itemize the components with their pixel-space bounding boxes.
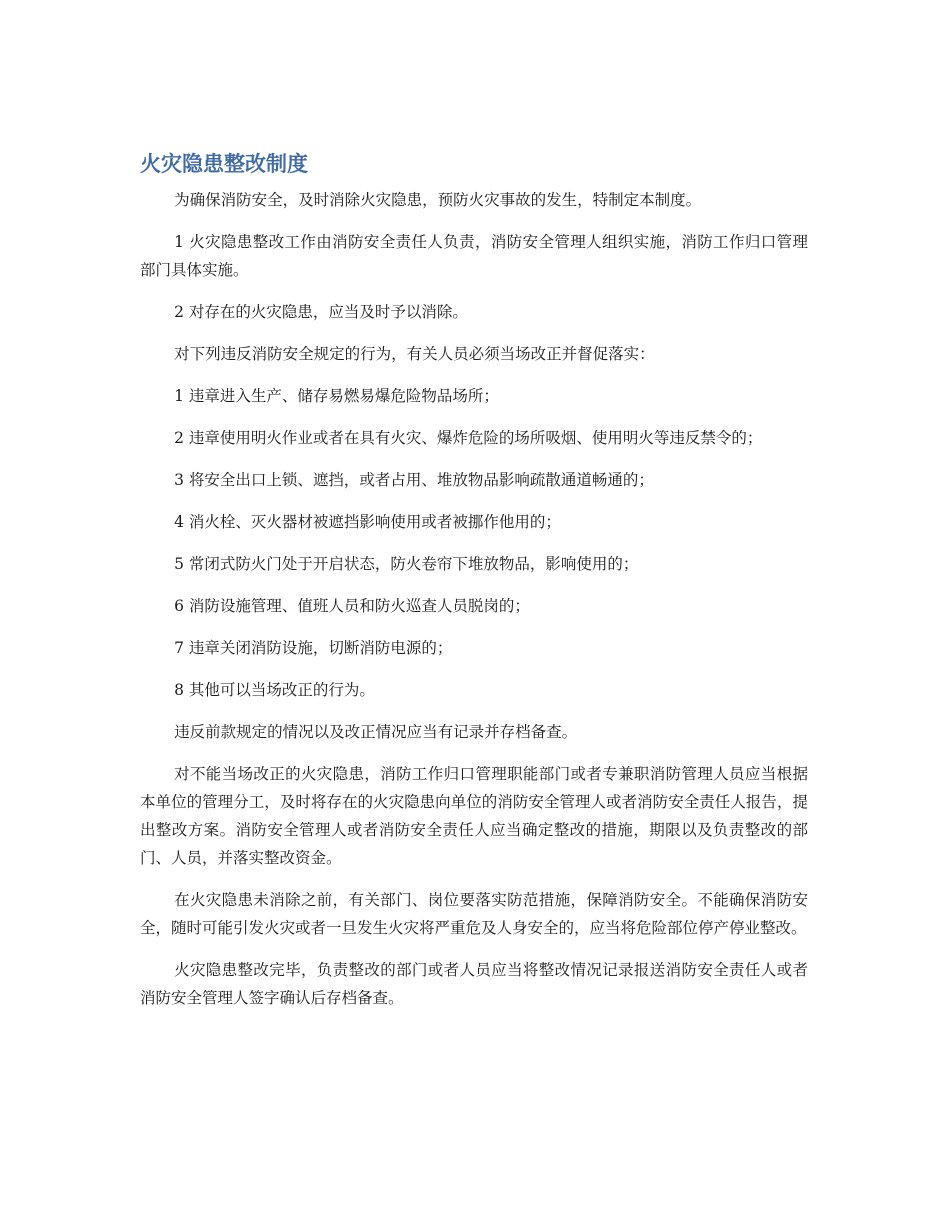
paragraph-violations-intro: 对下列违反消防安全规定的行为，有关人员必须当场改正并督促落实： — [174, 345, 655, 363]
list-item-violation-8: 8 其他可以当场改正的行为。 — [174, 681, 375, 699]
paragraph-responsibility: 1 火灾隐患整改工作由消防安全责任人负责，消防安全管理人组织实施，消防工作归口管理部门具体实施。 — [140, 233, 808, 279]
paragraph-completion-confirmation: 火灾隐患整改完毕，负责整改的部门或者人员应当将整改情况记录报送消防安全责任人或者消防安全管理人签字确认后存档备查。 — [140, 961, 808, 1007]
paragraph-preventive-measures: 在火灾隐患未消除之前，有关部门、岗位要落实防范措施，保障消防安全。不能确保消防安全，随时可能引发火灾或者一旦发生火灾将严重危及人身安全的，应当将危险部位停产停业整改。 — [140, 891, 808, 937]
document-page — [140, 148, 808, 1026]
list-item-violation-4: 4 消火栓、灭火器材被遮挡影响使用或者被挪作他用的； — [174, 513, 561, 531]
list-item-violation-2: 2 违章使用明火作业或者在具有火灾、爆炸危险的场所吸烟、使用明火等违反禁令的； — [174, 429, 763, 447]
paragraph-record-keeping: 违反前款规定的情况以及改正情况应当有记录并存档备查。 — [174, 723, 578, 741]
paragraph-non-immediate-correction: 对不能当场改正的火灾隐患，消防工作归口管理职能部门或者专兼职消防管理人员应当根据本单位的管理分工，及时将存在的火灾隐患向单位的消防安全管理人或者消防安全责任人报告，提出整改方案。消防安全管理人或者消防安全责任人应当确定整改的措施，期限以及负责整改的部门、人员，并落实整改资金。 — [140, 765, 808, 867]
list-item-violation-7: 7 违章关闭消防设施，切断消防电源的； — [174, 639, 453, 657]
list-item-violation-1: 1 违章进入生产、储存易燃易爆危险物品场所； — [174, 387, 499, 405]
list-item-violation-6: 6 消防设施管理、值班人员和防火巡查人员脱岗的； — [174, 597, 530, 615]
list-item-violation-3: 3 将安全出口上锁、遮挡，或者占用、堆放物品影响疏散通道畅通的； — [174, 471, 654, 489]
list-item-violation-5: 5 常闭式防火门处于开启状态，防火卷帘下堆放物品，影响使用的； — [174, 555, 639, 573]
document-title: 火灾隐患整改制度 — [140, 152, 308, 176]
paragraph-timely-elimination: 2 对存在的火灾隐患，应当及时予以消除。 — [174, 303, 468, 321]
paragraph-intro: 为确保消防安全，及时消除火灾隐患，预防火灾事故的发生，特制定本制度。 — [174, 191, 702, 209]
